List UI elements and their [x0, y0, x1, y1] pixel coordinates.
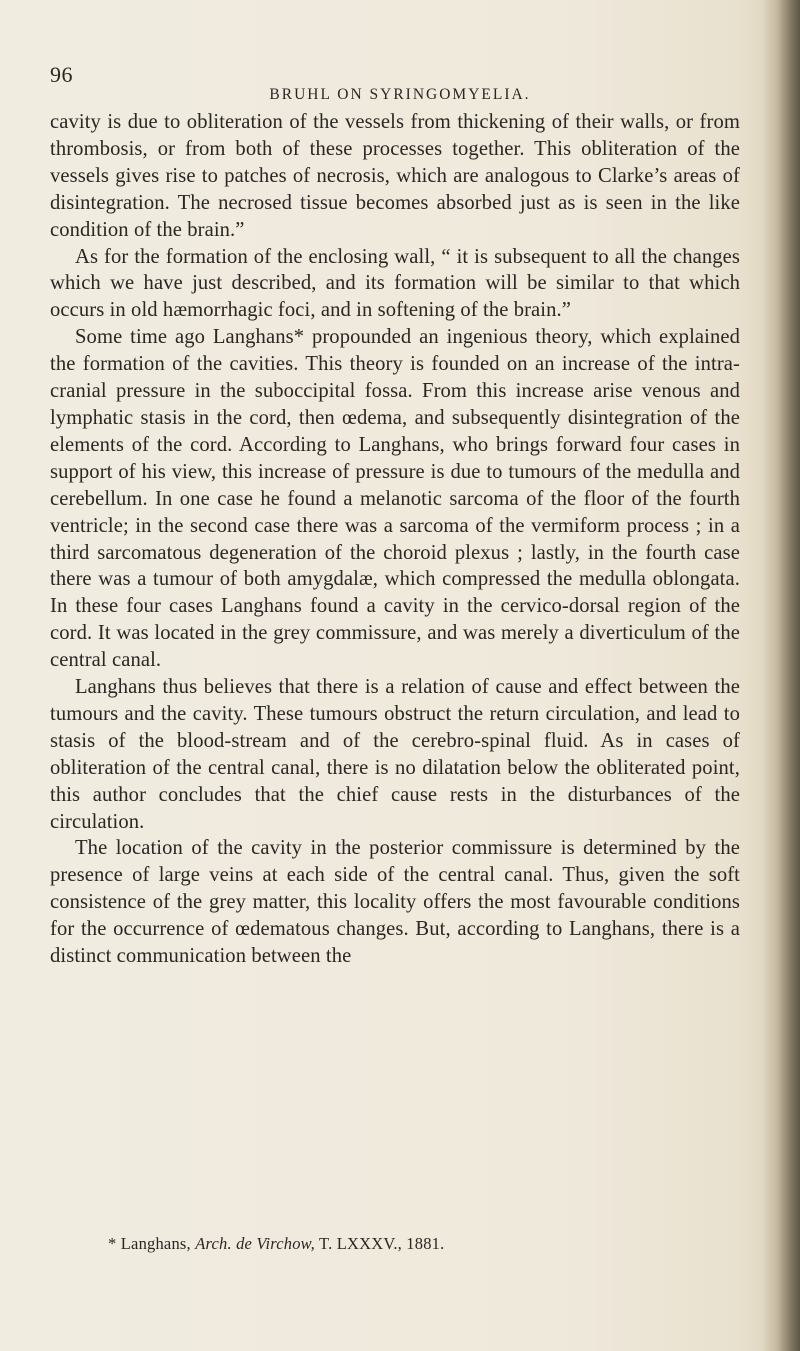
paragraph: As for the formation of the enclosing wall, “ it is subsequent to all the changes which we have just described, and its formation will be similar to that which occurs in old hæmorrhagic foci, and in softening of the brain.”	[50, 245, 740, 322]
page-edge-shadow	[762, 0, 800, 1351]
footnote	[108, 1234, 444, 1254]
paragraph: Langhans thus believes that there is a relation of cause and effect between the tumours and the cavity. These tumours obstruct the return circulation, and lead to stasis of the blood-stream and of the cerebro-spinal fluid. As in cases of obliteration of the central canal, there is no dilatation below the obliterated point, this author concludes that the chief cause rests in the disturbances of the circulation.	[50, 676, 740, 833]
running-title: BRUHL ON SYRINGOMYELIA.	[269, 86, 531, 103]
footnote-author: Langhans,	[120, 1234, 191, 1253]
paragraph: The location of the cavity in the posterior commissure is determined by the presence of large veins at each side of the central canal. Thus, given the soft consistence of the grey matter, this locality offers the most favourable conditions for the occurrence of œdematous changes. But, according to Langhans, there is a distinct communication between the	[50, 837, 740, 968]
paragraph: Some time ago Langhans* propounded an ingenious theory, which explained the formation of the cavities. This theory is founded on an increase of the intra-cranial pressure in the suboccipital fossa. From this increase arise venous and lymphatic stasis in the cord, then œdema, and subsequently disintegration of the elements of the cord. According to Langhans, who brings forward four cases in support of his view, this increase of pressure is due to tumours of the medulla and cerebellum. In one case he found a melanotic sarcoma of the floor of the fourth ventricle; in the second case there was a sarcoma of the vermiform process ; in a third sarcomatous degeneration of the choroid plexus ; lastly, in the fourth case there was a tumour of both amygdalæ, which compressed the medulla oblongata. In these four cases Langhans found a cavity in the cervico-dorsal region of the cord. It was located in the grey commissure, and was merely a diverticulum of the central canal.	[50, 326, 740, 672]
footnote-reference: T. LXXXV., 1881.	[319, 1234, 445, 1253]
paragraph: cavity is due to obliteration of the vessels from thickening of their walls, or from thrombosis, or from both of these processes together. This obliteration of the vessels gives rise to patches of necrosis, which are analogous to Clarke’s areas of disintegration. The necrosed tissue becomes absorbed just as is seen in the like condition of the brain.”	[50, 111, 740, 241]
body-text	[50, 109, 740, 970]
footnote-marker: *	[108, 1234, 117, 1253]
footnote-journal: Arch. de Virchow,	[195, 1234, 315, 1253]
page-number: 96	[50, 62, 73, 87]
